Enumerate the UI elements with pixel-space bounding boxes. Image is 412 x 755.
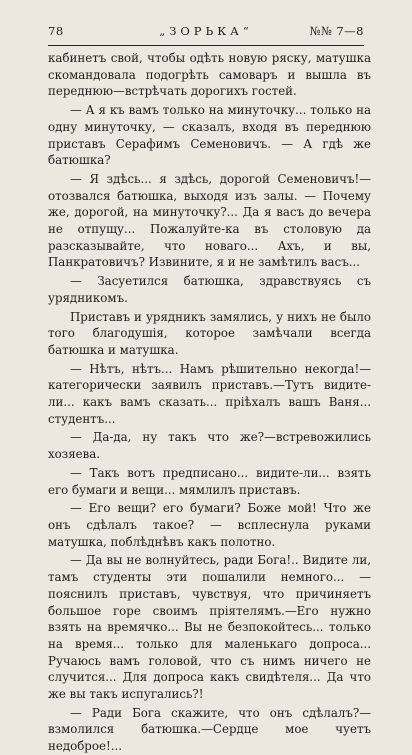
paragraph: — Ради Бога скажите, что онъ сдѣлалъ?—взмолился батюшка.—Сердце мое чуетъ недоброе!... — [48, 705, 371, 754]
paragraph: — А я къ вамъ только на минуточку... только на одну минуточку, — сказалъ, входя въ переднюю приставъ Серафимъ Семеновичъ. — А гдѣ же батюшка? — [48, 103, 371, 168]
paragraph: — Да вы не волнуйтесь, ради Бога!.. Видите ли, тамъ студенты эти пошалили немного... — пояснилъ приставъ, чувствуя, что причиняетъ большое горе своимъ пріятелямъ.—Его нужно взять на времячко... Вы не безпокойтесь... только на время... только для маленькаго допроса... Ручаюсь вамъ головой, что съ нимъ ничего не случится... Для допроса какъ свидѣтеля... Да что же вы такъ испугались?! — [48, 553, 371, 702]
paragraph: — Я здѣсь... я здѣсь, дорогой Семеновичъ!— отозвался батюшка, выходя изъ залы. — Почему же, дорогой, на минуточку?... Да я васъ до вечера не отпущу... Пожалуйте-ка въ столовую да разсказывайте, что новаго... Ахъ, и вы, Панкратовичъ? Извините, я и не замѣтилъ васъ... — [48, 171, 371, 270]
running-title: „ЗОРЬКА“ — [159, 24, 253, 38]
paragraph: — Его вещи? его бумаги? Боже мой! Что же онъ сдѣлалъ такое? — всплеснула руками матушка, поблѣднѣвъ какъ полотно. — [48, 501, 371, 549]
paragraph: кабинетъ свой, чтобы одѣть новую ряску, матушка скомандовала подогрѣть самоваръ и вышла въ переднюю—встрѣчать дорогихъ гостей. — [48, 51, 371, 99]
paragraph: — Засуетился батюшка, здравствуясь съ урядникомъ. — [48, 274, 371, 305]
page-header — [48, 24, 364, 44]
text-body — [48, 50, 371, 755]
issue-number: №№ 7—8 — [309, 24, 364, 38]
paragraph: — Такъ вотъ предписано... видите-ли... взять его бумаги и вещи... мямлилъ приставъ. — [48, 465, 371, 497]
page-number: 78 — [48, 24, 64, 38]
paragraph: Приставъ и урядникъ замялись, у нихъ не было того благодушія, которое замѣчали всегда батюшка и матушка. — [48, 309, 371, 357]
paragraph: — Да-да, ну такъ что же?—встревожились хозяева. — [48, 430, 371, 462]
paragraph: — Нѣтъ, нѣтъ... Намъ рѣшительно некогда!— категорически заявилъ приставъ.—Тутъ видите-ли... какъ вамъ сказать... пріѣхалъ вашъ Ваня... студентъ... — [48, 361, 371, 426]
header-rule — [48, 45, 364, 46]
